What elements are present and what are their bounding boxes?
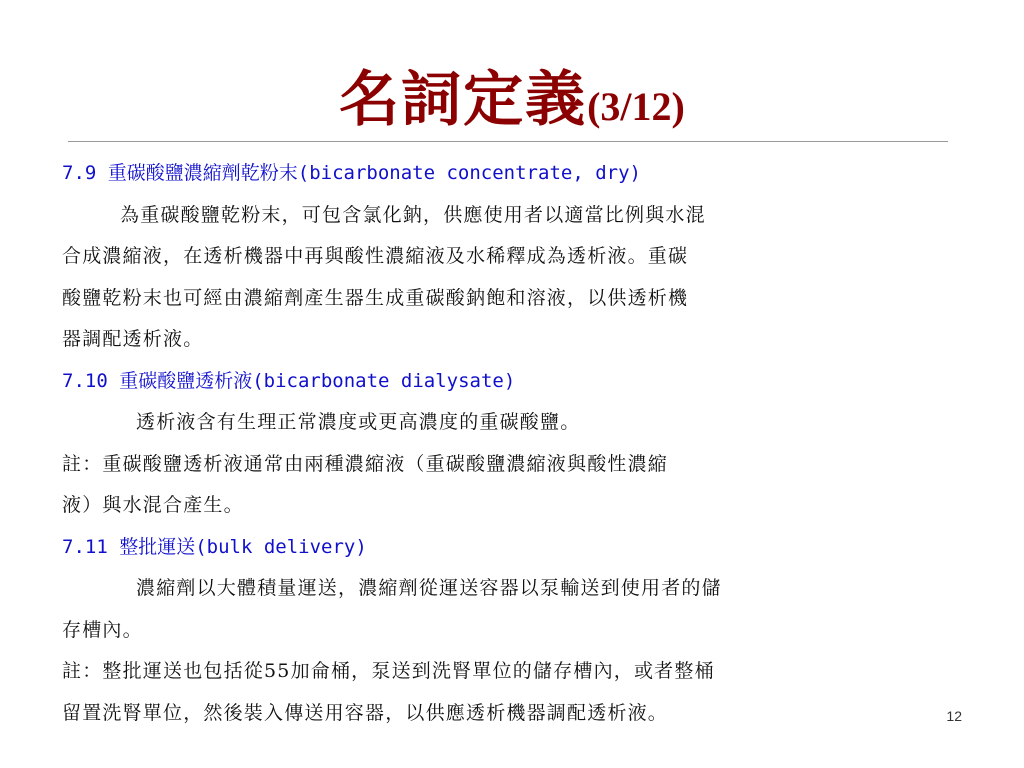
section-heading-7-10 xyxy=(62,361,957,403)
title-divider xyxy=(68,141,948,142)
paragraph-line: 為重碳酸鹽乾粉末，可包含氯化鈉，供應使用者以適當比例與水混 xyxy=(120,203,706,226)
section-heading-7-11 xyxy=(62,527,957,569)
paragraph-line: 酸鹽乾粉末也可經由濃縮劑產生器生成重碳酸鈉飽和溶液，以供透析機 xyxy=(62,286,689,309)
paragraph-line: 合成濃縮液，在透析機器中再與酸性濃縮液及水稀釋成為透析液。重碳 xyxy=(62,245,689,267)
paragraph-line: 透析液含有生理正常濃度或更高濃度的重碳酸鹽。 xyxy=(136,411,581,433)
note-line: 液）與水混合產生。 xyxy=(62,494,244,516)
section-term: 重碳酸鹽濃縮劑乾粉末 xyxy=(107,162,298,184)
note-line: 留置洗腎單位，然後裝入傳送用容器，以供應透析機器調配透析液。 xyxy=(62,701,669,724)
paragraph-line: 器調配透析液。 xyxy=(62,328,204,350)
section-number: 7.10 xyxy=(62,369,120,392)
slide-title-number: (3/12) xyxy=(587,84,685,129)
section-number: 7.9 xyxy=(62,162,108,184)
section-heading-7-9 xyxy=(62,153,957,195)
paragraph-line: 濃縮劑以大體積量運送，濃縮劑從運送容器以泵輸送到使用者的儲 xyxy=(136,577,722,599)
content-body xyxy=(62,153,957,734)
slide-title-text: 名詞定義 xyxy=(339,65,588,135)
section-term-english: (bicarbonate concentrate, dry) xyxy=(297,162,641,184)
section-number: 7.11 xyxy=(62,535,120,558)
section-term-english: (bulk delivery) xyxy=(195,535,367,558)
paragraph-line: 存槽內。 xyxy=(62,618,143,641)
page-number: 12 xyxy=(946,708,962,724)
note-line: 註：整批運送也包括從55加侖桶，泵送到洗腎單位的儲存槽內，或者整桶 xyxy=(62,660,715,682)
note-line: 註：重碳酸鹽透析液通常由兩種濃縮液（重碳酸鹽濃縮液與酸性濃縮 xyxy=(62,452,669,475)
section-term-english: (bicarbonate dialysate) xyxy=(252,369,516,392)
section-term: 整批運送 xyxy=(119,535,196,558)
section-term: 重碳酸鹽透析液 xyxy=(119,369,253,392)
